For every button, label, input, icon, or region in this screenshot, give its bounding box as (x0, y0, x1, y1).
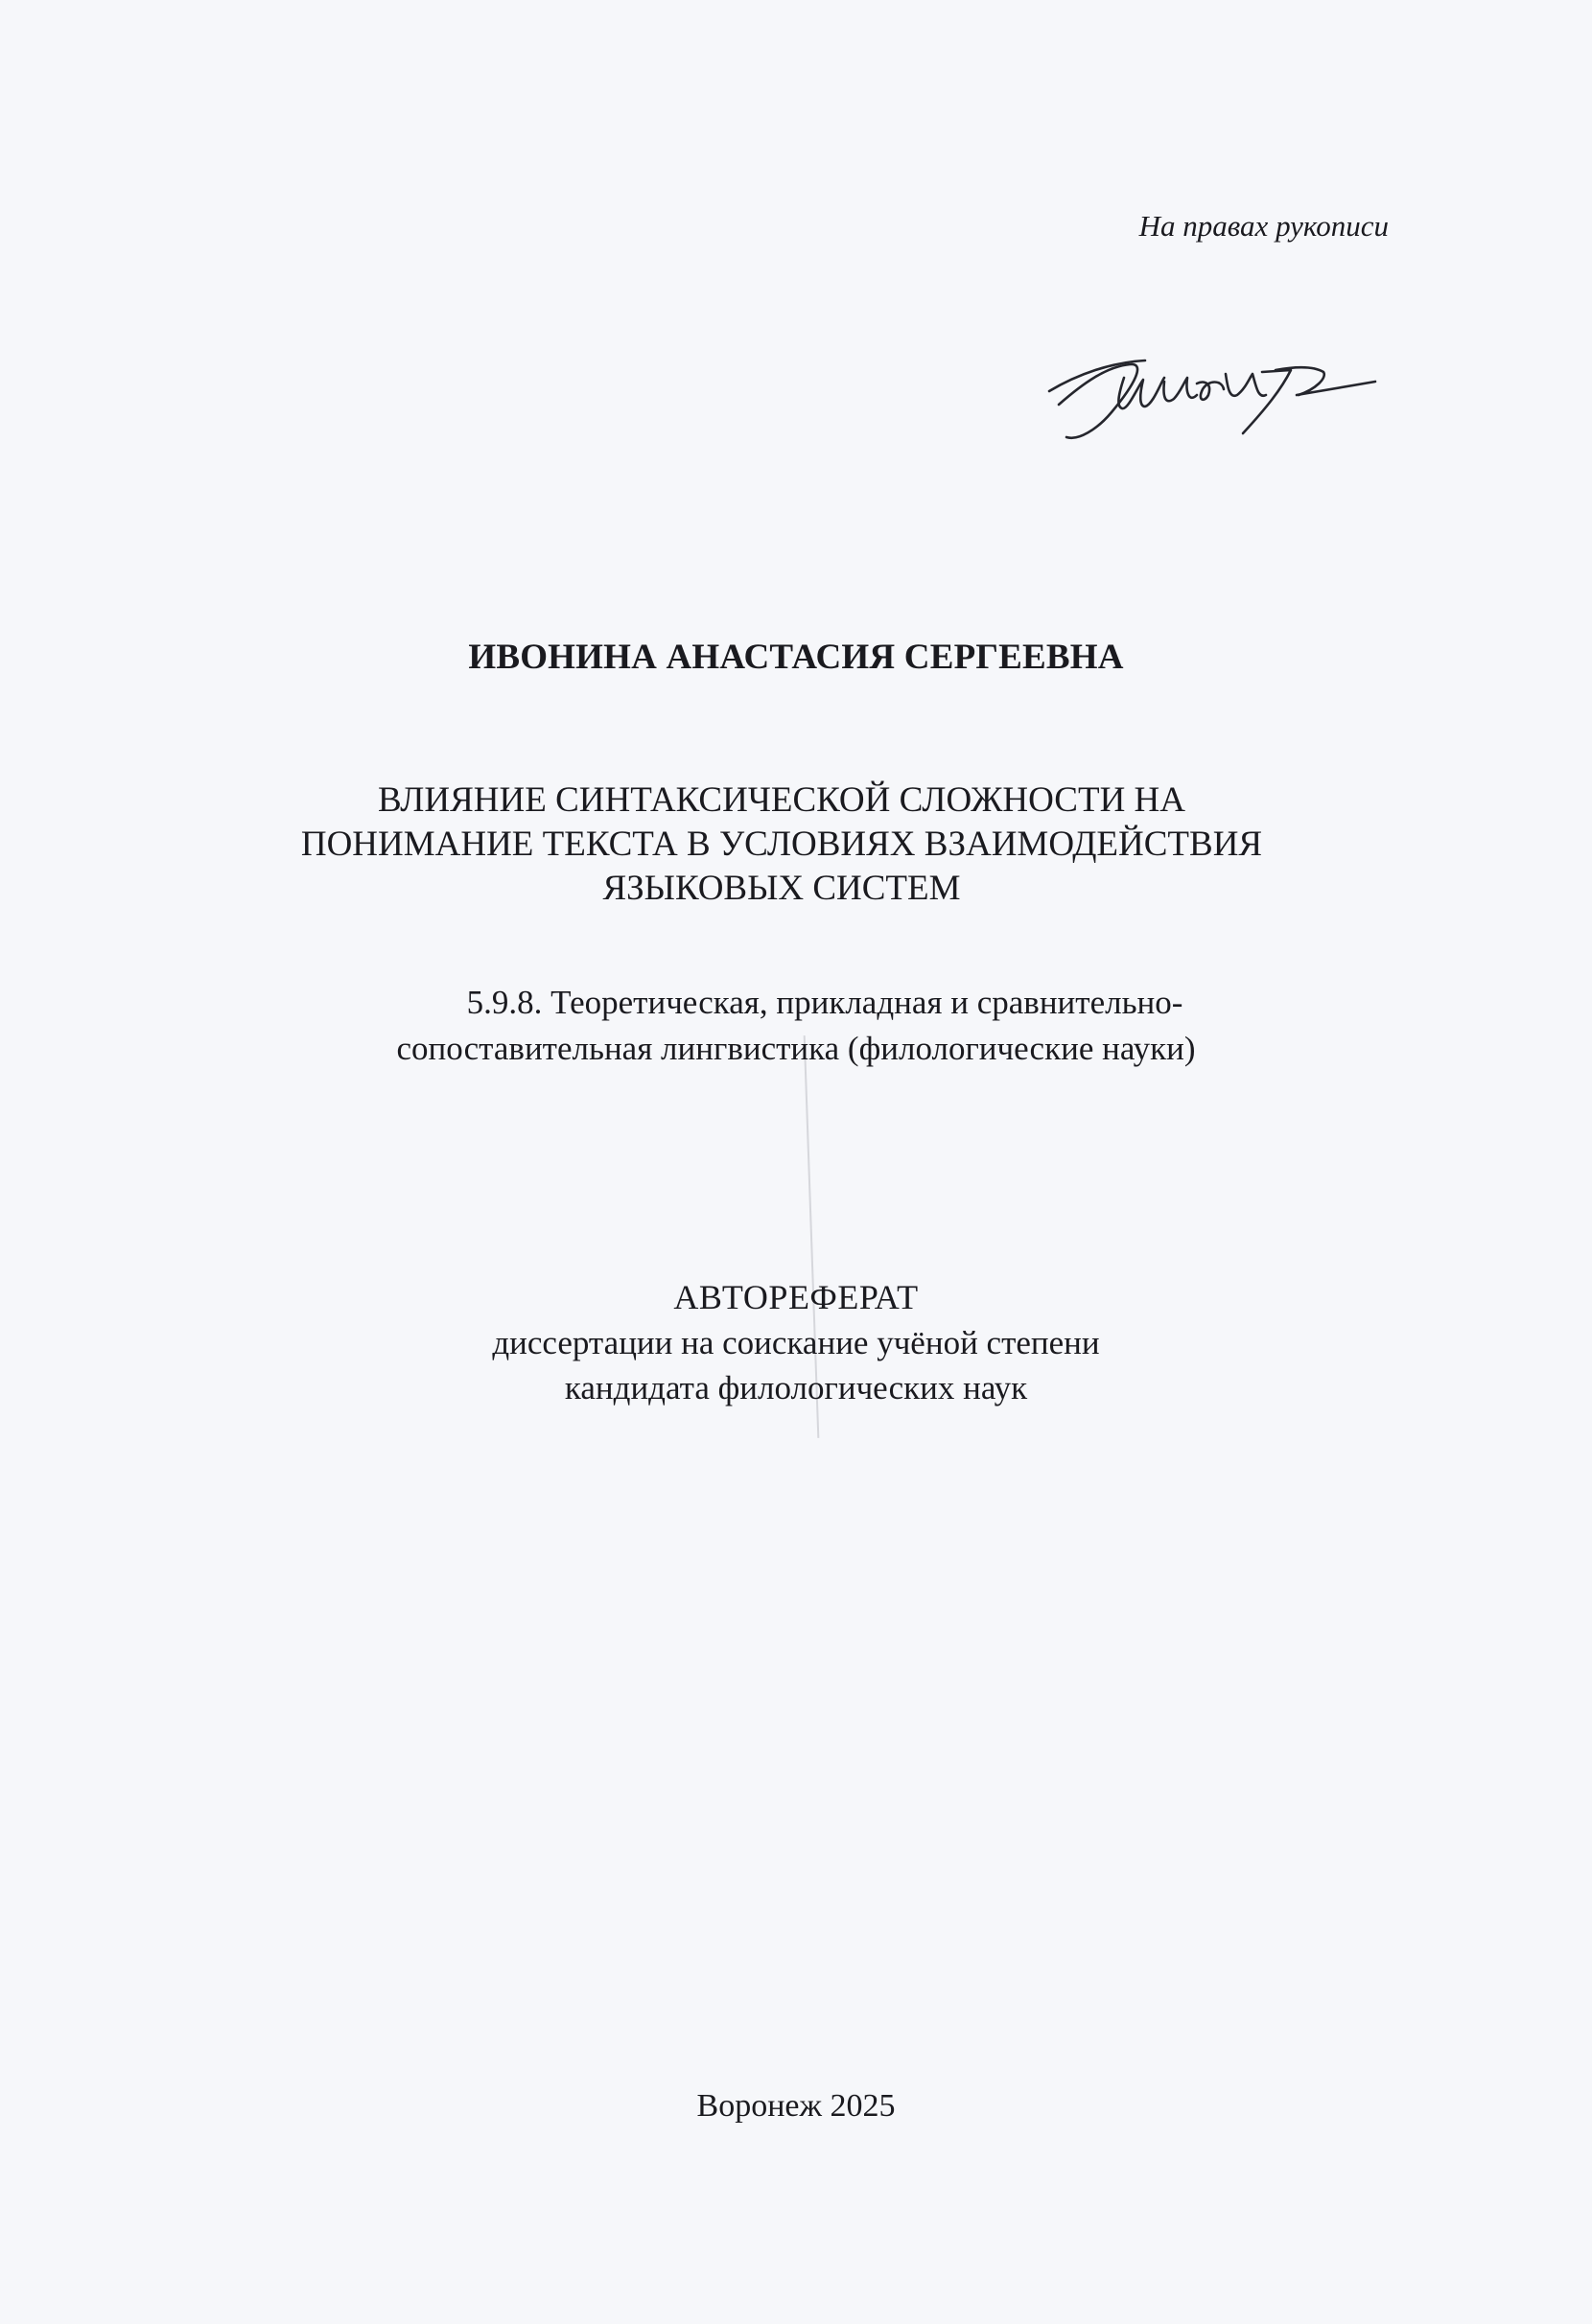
abstract-block (0, 1275, 1592, 1410)
signature (1040, 345, 1385, 451)
abstract-line: диссертации на соискание учёной степени (492, 1324, 1100, 1361)
dissertation-title (0, 779, 1592, 911)
abstract-line: кандидата филологических наук (564, 1369, 1028, 1406)
specialty-line: 5.9.8. Теоретическая, прикладная и сравнительно- (466, 984, 1183, 1021)
title-line: ПОНИМАНИЕ ТЕКСТА В УСЛОВИЯХ ВЗАИМОДЕЙСТВИЯ (300, 825, 1263, 864)
abstract-heading: АВТОРЕФЕРАТ (673, 1278, 919, 1316)
specialty-code (0, 980, 1592, 1072)
title-line: ВЛИЯНИЕ СИНТАКСИЧЕСКОЙ СЛОЖНОСТИ НА (378, 780, 1185, 820)
specialty-line: сопоставительная лингвистика (филологические науки) (396, 1030, 1196, 1067)
place-year: Воронеж 2025 (696, 2088, 896, 2124)
title-line: ЯЗЫКОВЫХ СИСТЕМ (602, 869, 961, 908)
author-name: ИВОНИНА АНАСТАСИЯ СЕРГЕЕВНА (468, 638, 1124, 677)
manuscript-rights-note: На правах рукописи (1138, 209, 1389, 243)
